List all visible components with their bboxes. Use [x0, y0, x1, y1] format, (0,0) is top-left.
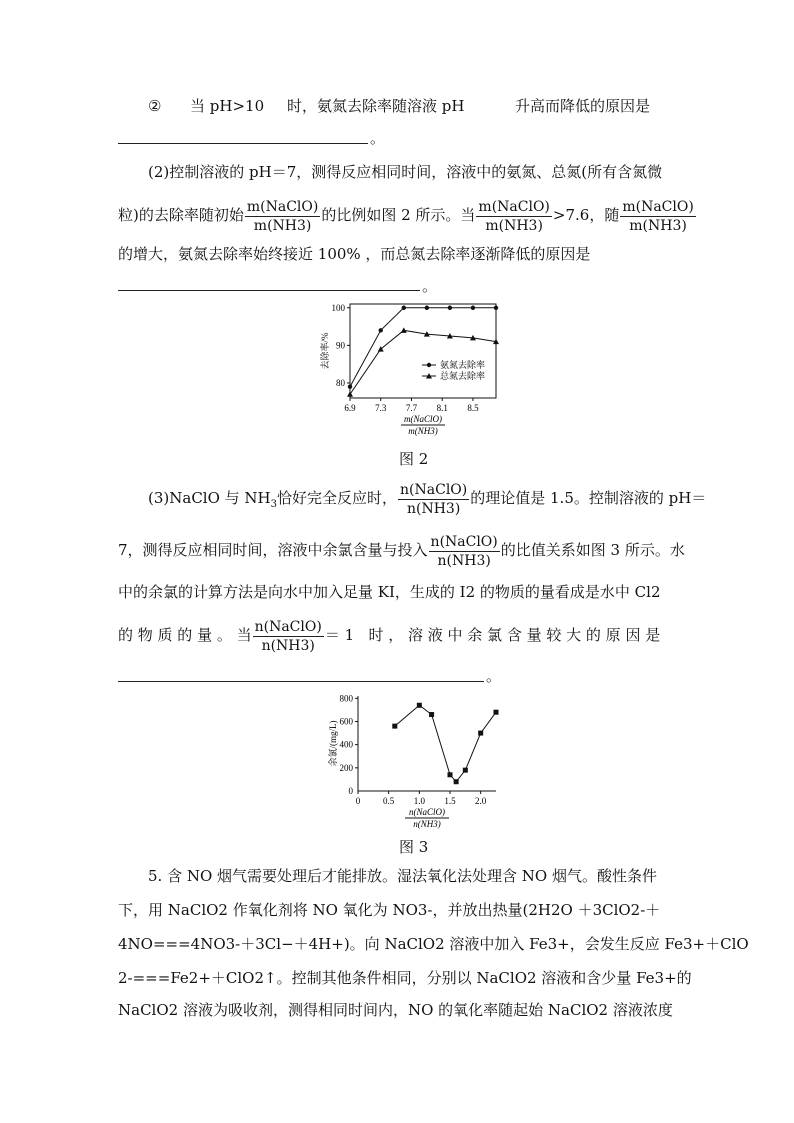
fraction-numerator: n(NaClO): [254, 618, 322, 635]
q2-text-a: 当 pH>10: [190, 97, 265, 115]
data-point: [448, 306, 452, 310]
q2-end: 。: [370, 129, 386, 147]
legend-marker: [427, 363, 431, 367]
x-axis-label-denominator: m(NH3): [408, 426, 438, 436]
q5-line1: 5. 含 NO 烟气需要处理后才能排放。湿法氧化法处理含 NO 烟气。酸性条件: [148, 867, 657, 885]
x-tick-label: 6.9: [344, 403, 356, 413]
q2-text-c: 升高而降低的原因是: [515, 97, 651, 115]
answer-blank-q2[interactable]: [118, 143, 368, 144]
fraction-denominator: m(NH3): [485, 217, 543, 234]
p3-end: 。: [486, 667, 502, 685]
x-tick-label: 8.5: [467, 403, 479, 413]
data-point: [392, 724, 397, 729]
p3-line4-c: 时 ， 溶 液 中 余 氯 含 量 较 大 的 原 因 是: [368, 626, 661, 644]
q2-marker: ②: [148, 97, 162, 115]
data-point: [379, 328, 383, 332]
q5-line2: 下，用 NaClO2 作氧化剂将 NO 氧化为 NO3-，并放出热量(2H2O ＋3ClO2-＋: [118, 901, 661, 919]
ratio-fraction: [476, 198, 551, 235]
p2-end: 。: [422, 277, 438, 295]
data-point: [402, 306, 406, 310]
fraction-numerator: m(NaClO): [478, 198, 550, 215]
p2-line2-a: 粒)的去除率随初始: [118, 206, 244, 224]
data-point: [494, 306, 498, 310]
p3-line1-b: 恰好完全反应时，: [277, 489, 398, 507]
y-axis-label: 余氯/(mg/L): [328, 720, 338, 767]
y-tick-label: 0: [348, 786, 353, 796]
y-axis-label: 去除率/%: [320, 332, 330, 370]
p3-line4-a: 的 物 质 的 量 。 当: [118, 626, 252, 644]
plot-frame: [358, 696, 496, 791]
p2-line2-c: >7.6，随: [552, 206, 620, 224]
y-tick-label: 80: [336, 377, 345, 388]
p3-line1-sub: 3: [270, 499, 278, 510]
ratio-fraction: [253, 618, 324, 655]
x-axis-label-numerator: n(NaClO): [409, 807, 445, 817]
ratio-fraction: [620, 198, 695, 235]
ratio-fraction: [245, 198, 320, 235]
fraction-numerator: m(NaClO): [622, 198, 694, 215]
y-tick-label: 100: [331, 302, 345, 313]
p3-line2: [118, 527, 685, 573]
figure-2-chart: [318, 298, 508, 438]
figure-3-caption: 图 3: [399, 838, 429, 856]
answer-blank-p3[interactable]: [118, 681, 484, 682]
q2-text-b: 时，氨氮去除率随溶液 pH: [287, 97, 465, 115]
data-point: [494, 710, 499, 715]
p3-line4: [118, 612, 660, 658]
legend-label: 氨氮去除率: [440, 360, 486, 370]
figure-3-chart: [318, 688, 508, 830]
x-tick-label: 1.5: [444, 796, 456, 806]
ratio-fraction: [398, 481, 469, 518]
p3-line1-c: 的理论值是 1.5。控制溶液的 pH＝: [470, 489, 707, 507]
fraction-denominator: m(NH3): [253, 217, 312, 234]
series-line: [395, 705, 496, 781]
y-tick-label: 200: [339, 762, 353, 773]
x-tick-label: 0: [355, 796, 361, 806]
fraction-numerator: n(NaClO): [400, 481, 468, 498]
fraction-denominator: n(NH3): [406, 500, 461, 517]
x-tick-label: 1.0: [413, 796, 425, 806]
x-axis-label-numerator: m(NaClO): [404, 414, 442, 424]
y-tick-label: 400: [339, 739, 353, 750]
figure-2-caption: 图 2: [399, 450, 429, 468]
fraction-numerator: m(NaClO): [246, 198, 319, 215]
p2-line3: 的增大，氨氮去除率始终接近 100% ，而总氮去除率逐渐降低的原因是: [118, 245, 591, 263]
fraction-denominator: m(NH3): [629, 217, 687, 234]
ratio-fraction: [429, 533, 500, 570]
data-point: [471, 306, 475, 310]
data-point: [347, 391, 353, 397]
data-point: [348, 385, 352, 389]
p2-line2-b: 的比例如图 2 所示。当: [321, 206, 476, 224]
y-tick-label: 800: [339, 693, 353, 704]
x-tick-label: 7.3: [375, 403, 387, 413]
x-tick-label: 2.0: [475, 796, 487, 806]
q5-line3: 4NO===4NO3-＋3Cl−＋4H+)。向 NaClO2 溶液中加入 Fe3+，会发生反应 Fe3+＋ClO: [118, 935, 749, 953]
p2-line2: [118, 192, 697, 238]
data-point: [425, 306, 429, 310]
p3-line1: [148, 475, 706, 528]
p3-line2-b: 的比值关系如图 3 所示。水: [500, 541, 685, 559]
data-point: [478, 731, 483, 736]
data-point: [429, 712, 434, 717]
data-point: [448, 772, 453, 777]
q5-line5: NaClO2 溶液为吸收剂，测得相同时间内，NO 的氧化率随起始 NaClO2 溶液浓度: [118, 1001, 673, 1019]
data-point: [417, 703, 422, 708]
p3-line4-b: ＝ 1: [324, 626, 355, 644]
p3-line2-a: 7，测得反应相同时间，溶液中余氯含量与投入: [118, 541, 428, 559]
fraction-numerator: n(NaClO): [430, 533, 498, 550]
fraction-denominator: n(NH3): [437, 552, 491, 569]
fraction-denominator: n(NH3): [261, 637, 315, 654]
plot-frame: [350, 304, 496, 398]
x-tick-label: 0.5: [383, 796, 395, 806]
y-tick-label: 600: [339, 716, 353, 727]
x-tick-label: 7.7: [405, 403, 418, 413]
x-axis-label-denominator: n(NH3): [413, 819, 441, 829]
p3-line3: 中的余氯的计算方法是向水中加入足量 KI，生成的 I2 的物质的量看成是水中 Cl2: [118, 583, 661, 601]
answer-blank-p2[interactable]: [118, 290, 420, 291]
legend-label: 总氮去除率: [440, 371, 486, 381]
y-tick-label: 90: [336, 340, 345, 351]
q5-line4: 2-===Fe2+＋ClO2↑。控制其他条件相同，分别以 NaClO2 溶液和含少量 Fe3+的: [118, 969, 692, 987]
p2-line1: (2)控制溶液的 pH＝7，测得反应相同时间，溶液中的氨氮、总氮(所有含氮微: [148, 163, 663, 181]
data-point: [454, 779, 459, 784]
p3-line1-a: (3)NaClO 与 NH: [148, 489, 271, 507]
data-point: [401, 327, 407, 333]
x-tick-label: 8.1: [436, 403, 448, 413]
data-point: [463, 768, 468, 773]
